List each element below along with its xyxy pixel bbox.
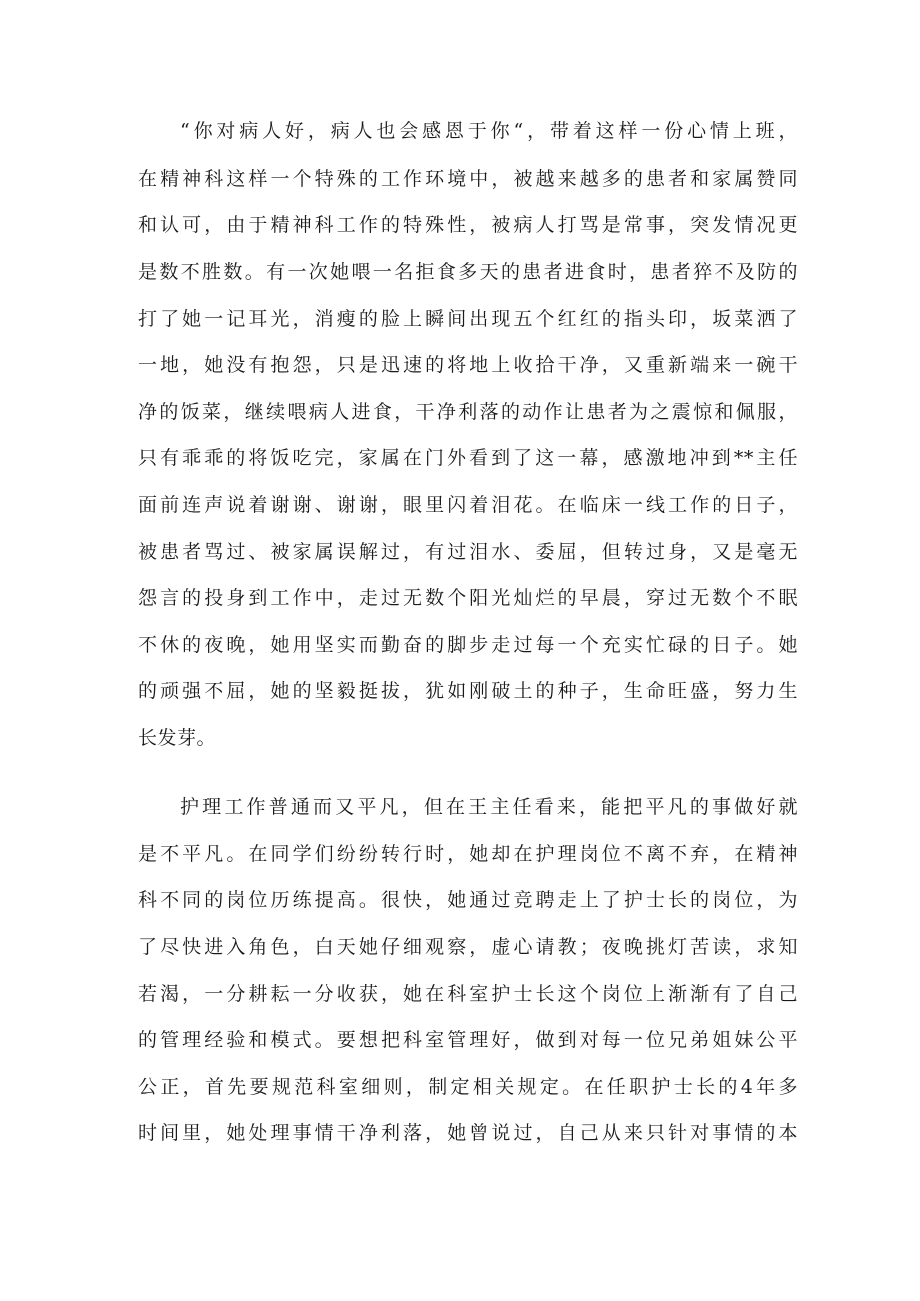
paragraph-line: 是不平凡。在同学们纷纷转行时，她却在护理岗位不离不弃，在精神	[138, 843, 798, 865]
paragraph-line: 和认可，由于精神科工作的特殊性，被病人打骂是常事，突发情况更	[138, 214, 798, 236]
paragraph-line: 的管理经验和模式。要想把科室管理好，做到对每一位兄弟姐妹公平	[138, 1029, 798, 1051]
paragraph-line: 公正，首先要规范科室细则，制定相关规定。在任职护士长的4年多	[138, 1076, 798, 1098]
paragraph-line: 护理工作普通而又平凡，但在王主任看来，能把平凡的事做好就	[180, 796, 798, 818]
paragraph-line: 面前连声说着谢谢、谢谢，眼里闪着泪花。在临床一线工作的日子，	[138, 494, 798, 516]
paragraph-line: 一地，她没有抱怨，只是迅速的将地上收拾干净，又重新端来一碗干	[138, 354, 798, 376]
paragraph-line: 怨言的投身到工作中，走过无数个阳光灿烂的早晨，穿过无数个不眠	[138, 587, 798, 609]
paragraph-line: 净的饭菜，继续喂病人进食，干净利落的动作让患者为之震惊和佩服，	[138, 401, 798, 423]
paragraph-line: “你对病人好，病人也会感恩于你“，带着这样一份心情上班，	[180, 120, 798, 142]
paragraph-line: 了尽快进入角色，白天她仔细观察，虚心请教；夜晚挑灯苦读，求知	[138, 936, 798, 958]
paragraph-line: 的顽强不屈，她的坚毅挺拔，犹如刚破土的种子，生命旺盛，努力生	[138, 680, 798, 702]
paragraph-line: 是数不胜数。有一次她喂一名拒食多天的患者进食时，患者猝不及防的	[138, 261, 798, 283]
paragraph-line: 时间里，她处理事情干净利落，她曾说过，自己从来只针对事情的本	[138, 1122, 798, 1144]
paragraph-line: 不休的夜晚，她用坚实而勤奋的脚步走过每一个充实忙碌的日子。她	[138, 634, 798, 656]
paragraph-line: 被患者骂过、被家属误解过，有过泪水、委屈，但转过身，又是毫无	[138, 541, 798, 563]
paragraph-line: 在精神科这样一个特殊的工作环境中，被越来越多的患者和家属赞同	[138, 168, 798, 190]
paragraph-line: 打了她一记耳光，消瘦的脸上瞬间出现五个红红的指头印，坂菜洒了	[138, 308, 798, 330]
paragraph-line: 若渴，一分耕耘一分收获，她在科室护士长这个岗位上渐渐有了自己	[138, 983, 798, 1005]
paragraph-line: 只有乖乖的将饭吃完，家属在门外看到了这一幕，感激地冲到**主任	[138, 447, 798, 469]
paragraph-line: 长发芽。	[138, 727, 217, 749]
paragraph-line: 科不同的岗位历练提高。很快，她通过竞聘走上了护士长的岗位，为	[138, 889, 798, 911]
